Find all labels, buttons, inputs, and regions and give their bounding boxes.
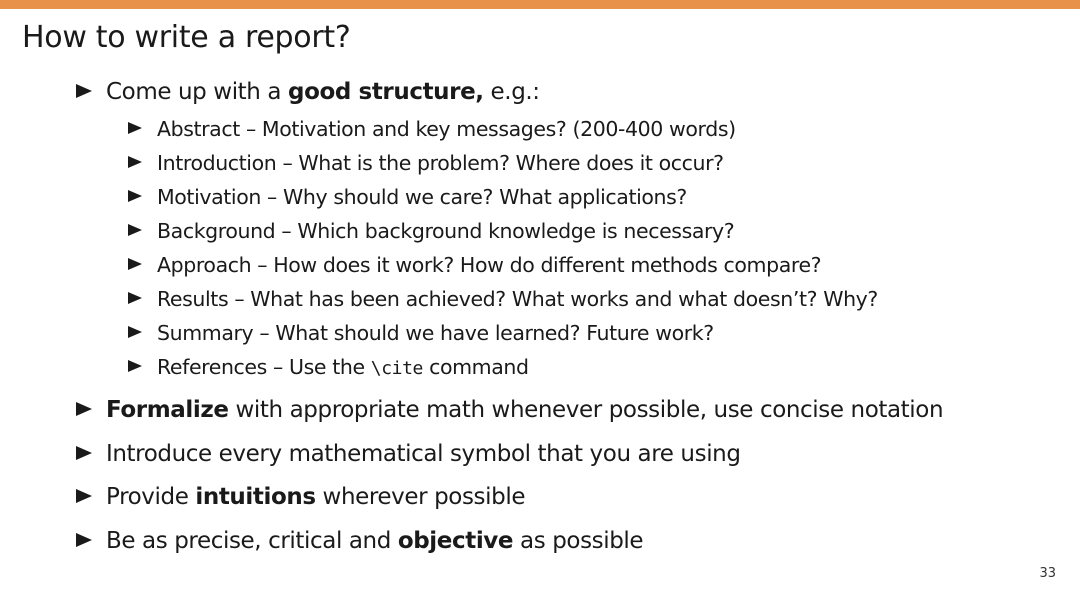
triangle-bullet-icon [128,122,142,134]
triangle-bullet-icon [128,360,142,372]
sub-bullet-text: Background – Which background knowledge is necessary? [157,219,735,243]
sub-bullet-motivation [128,187,687,208]
bullet-structure [76,81,540,104]
triangle-bullet-icon [128,190,142,202]
bullet-text-suffix: wherever possible [315,484,526,510]
triangle-bullet-icon [76,84,92,98]
sub-bullet-abstract [128,119,736,140]
triangle-bullet-icon [128,326,142,338]
sub-bullet-approach [128,255,821,276]
sub-bullet-text: Abstract – Motivation and key messages? (200-400 words) [157,117,736,141]
sub-bullet-results [128,289,878,310]
sub-bullet-text: Approach – How does it work? How do different methods compare? [157,253,822,277]
triangle-bullet-icon [128,156,142,168]
slide-title: How to write a report? [22,20,351,55]
bullet-text: Be as precise, critical and [106,528,398,554]
bullet-bold-text: objective [397,528,514,554]
bullet-bold-text: Formalize [106,397,229,423]
sub-bullet-text: Summary – What should we have learned? Future work? [157,321,714,345]
bullet-text-suffix: e.g.: [483,79,540,105]
sub-bullet-introduction [128,153,724,174]
accent-bar [0,0,1080,9]
sub-bullet-summary [128,323,714,344]
bullet-objective [76,530,643,553]
bullet-text: Introduce every mathematical symbol that you are using [106,441,741,467]
triangle-bullet-icon [76,446,92,460]
bullet-text: Come up with a [106,79,288,105]
sub-bullet-text: References – Use the [157,355,371,379]
bullet-text-suffix: as possible [513,528,644,554]
triangle-bullet-icon [128,292,142,304]
bullet-intuitions [76,486,525,509]
bullet-formalize [76,399,943,422]
triangle-bullet-icon [76,402,92,416]
triangle-bullet-icon [128,258,142,270]
sub-bullet-background [128,221,734,242]
triangle-bullet-icon [128,224,142,236]
bullet-bold-text: good structure, [288,79,484,105]
bullet-bold-text: intuitions [195,484,316,510]
sub-bullet-text: Introduction – What is the problem? Where does it occur? [157,151,724,175]
sub-bullet-text: Motivation – Why should we care? What applications? [157,185,687,209]
cite-command-code: \cite [370,358,423,379]
page-number: 33 [1039,566,1056,581]
sub-bullet-text-suffix: command [422,355,529,379]
bullet-text-suffix: with appropriate math whenever possible, use concise notation [228,397,944,423]
triangle-bullet-icon [76,533,92,547]
sub-bullet-references [128,357,529,378]
bullet-introduce-symbols [76,443,741,466]
bullet-text: Provide [106,484,196,510]
sub-bullet-text: Results – What has been achieved? What works and what doesn’t? Why? [157,287,878,311]
triangle-bullet-icon [76,489,92,503]
